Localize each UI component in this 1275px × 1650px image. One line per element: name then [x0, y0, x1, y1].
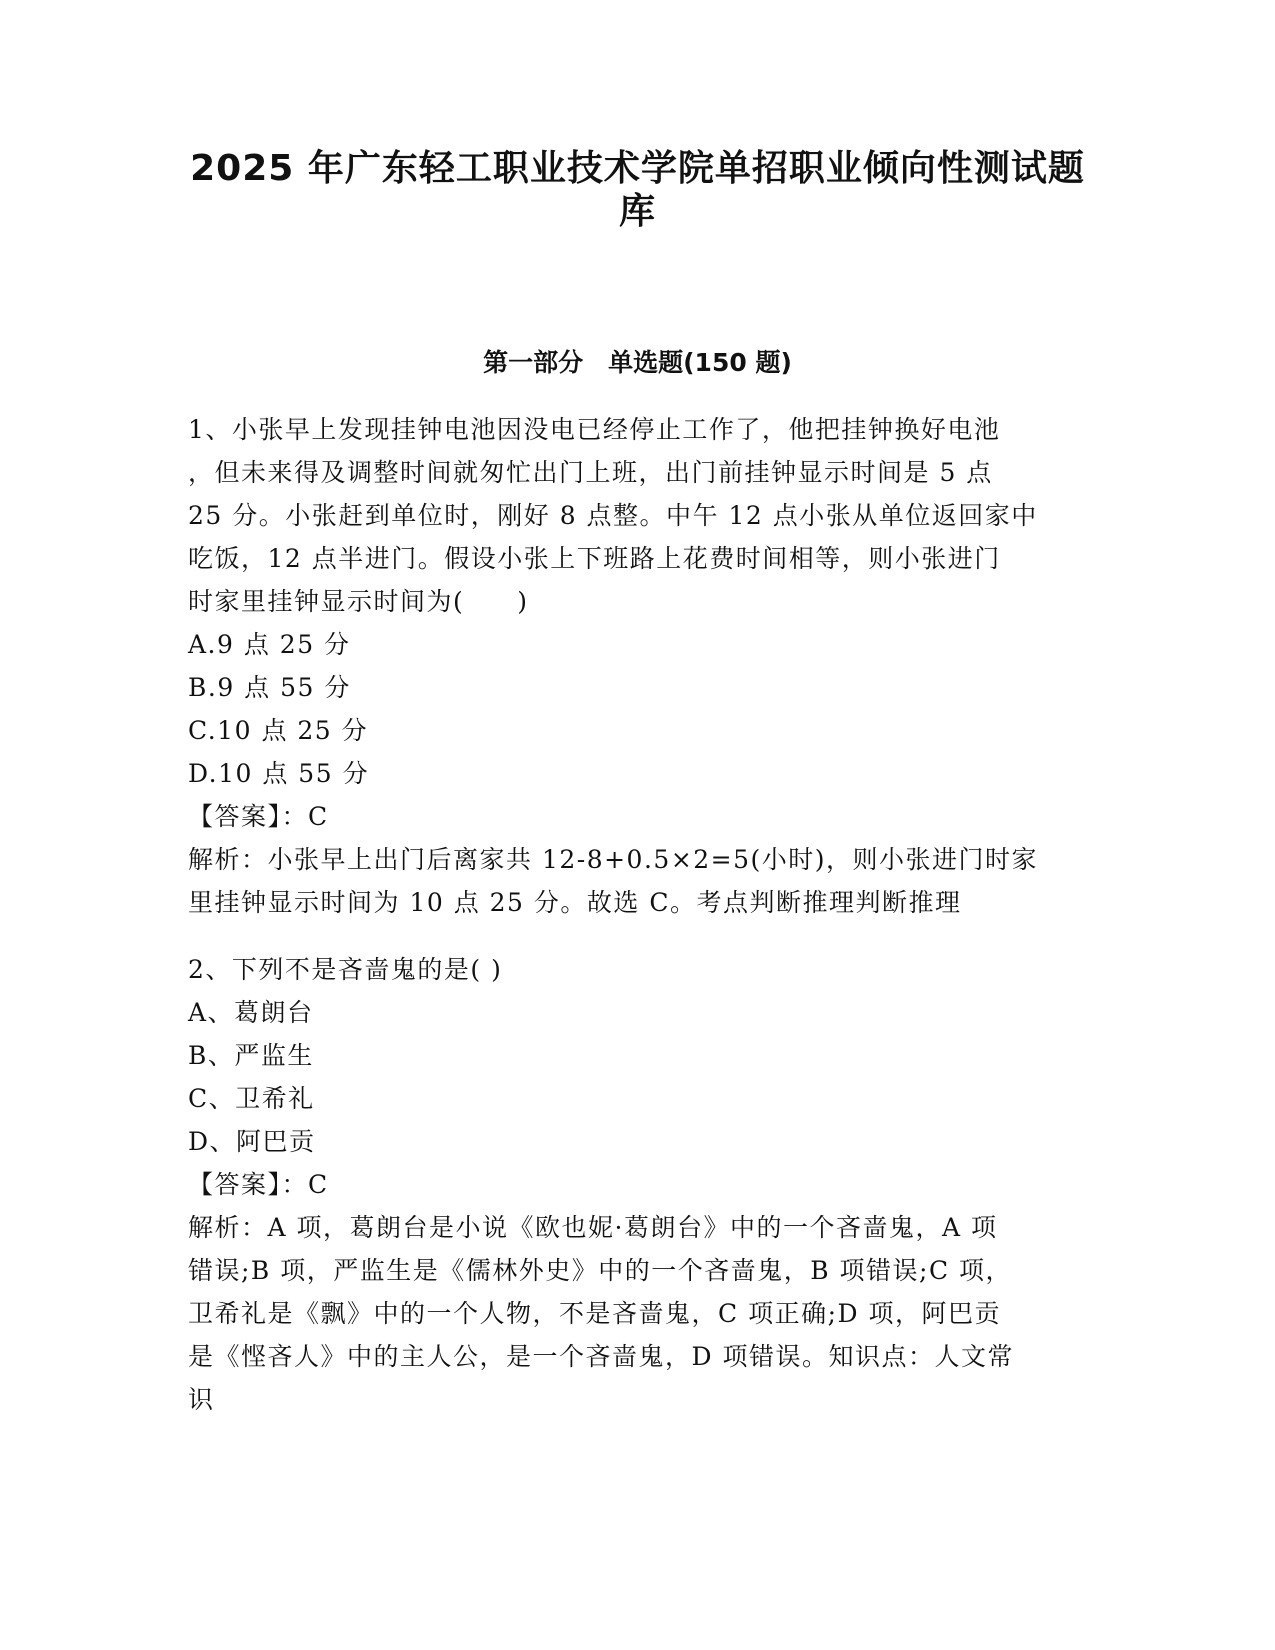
option-a: A、葛朗台 — [188, 998, 314, 1027]
answer-line: 【答案】：C — [188, 1170, 329, 1199]
analysis-line: 识 — [188, 1385, 215, 1414]
option-d: D、阿巴贡 — [188, 1127, 316, 1156]
analysis-line: 是《悭吝人》中的主人公，是一个吝啬鬼，D 项错误。知识点：人文常 — [188, 1342, 1014, 1371]
analysis-line: 里挂钟显示时间为 10 点 25 分。故选 C。考点判断推理判断推理 — [188, 888, 962, 917]
document-title — [150, 140, 1125, 232]
analysis-line: 错误;B 项，严监生是《儒林外史》中的一个吝啬鬼，B 项错误;C 项， — [188, 1256, 1013, 1285]
analysis-line: 解析：小张早上出门后离家共 12-8+0.5×2=5(小时)，则小张进门时家 — [188, 845, 1039, 874]
option-c: C.10 点 25 分 — [188, 716, 369, 745]
answer-line: 【答案】：C — [188, 802, 329, 831]
document-title-line: 库 — [618, 191, 656, 232]
analysis-line: 卫希礼是《飘》中的一个人物，不是吝啬鬼，C 项正确;D 项，阿巴贡 — [188, 1299, 1001, 1328]
question-stem-line: 吃饭，12 点半进门。假设小张上下班路上花费时间相等，则小张进门 — [188, 544, 1001, 573]
question-stem-line: ，但未来得及调整时间就匆忙出门上班，出门前挂钟显示时间是 5 点 — [188, 458, 993, 487]
option-a: A.9 点 25 分 — [188, 630, 351, 659]
document-title-line: 2025 年广东轻工职业技术学院单招职业倾向性测试题 — [190, 148, 1085, 189]
question-stem-line: 2、下列不是吝啬鬼的是( ) — [188, 955, 503, 984]
question-2 — [188, 948, 1088, 1421]
question-stem-line: 25 分。小张赶到单位时，刚好 8 点整。中午 12 点小张从单位返回家中 — [188, 501, 1038, 530]
option-c: C、卫希礼 — [188, 1084, 315, 1113]
option-b: B.9 点 55 分 — [188, 673, 351, 702]
question-1 — [188, 408, 1088, 924]
section-heading: 第一部分 单选题(150 题) — [483, 348, 792, 377]
question-stem-line: 1、小张早上发现挂钟电池因没电已经停止工作了，他把挂钟换好电池 — [188, 415, 1001, 444]
option-b: B、严监生 — [188, 1041, 314, 1070]
option-d: D.10 点 55 分 — [188, 759, 370, 788]
question-stem-line: 时家里挂钟显示时间为( ) — [188, 587, 529, 616]
analysis-line: 解析：A 项，葛朗台是小说《欧也妮·葛朗台》中的一个吝啬鬼，A 项 — [188, 1213, 998, 1242]
